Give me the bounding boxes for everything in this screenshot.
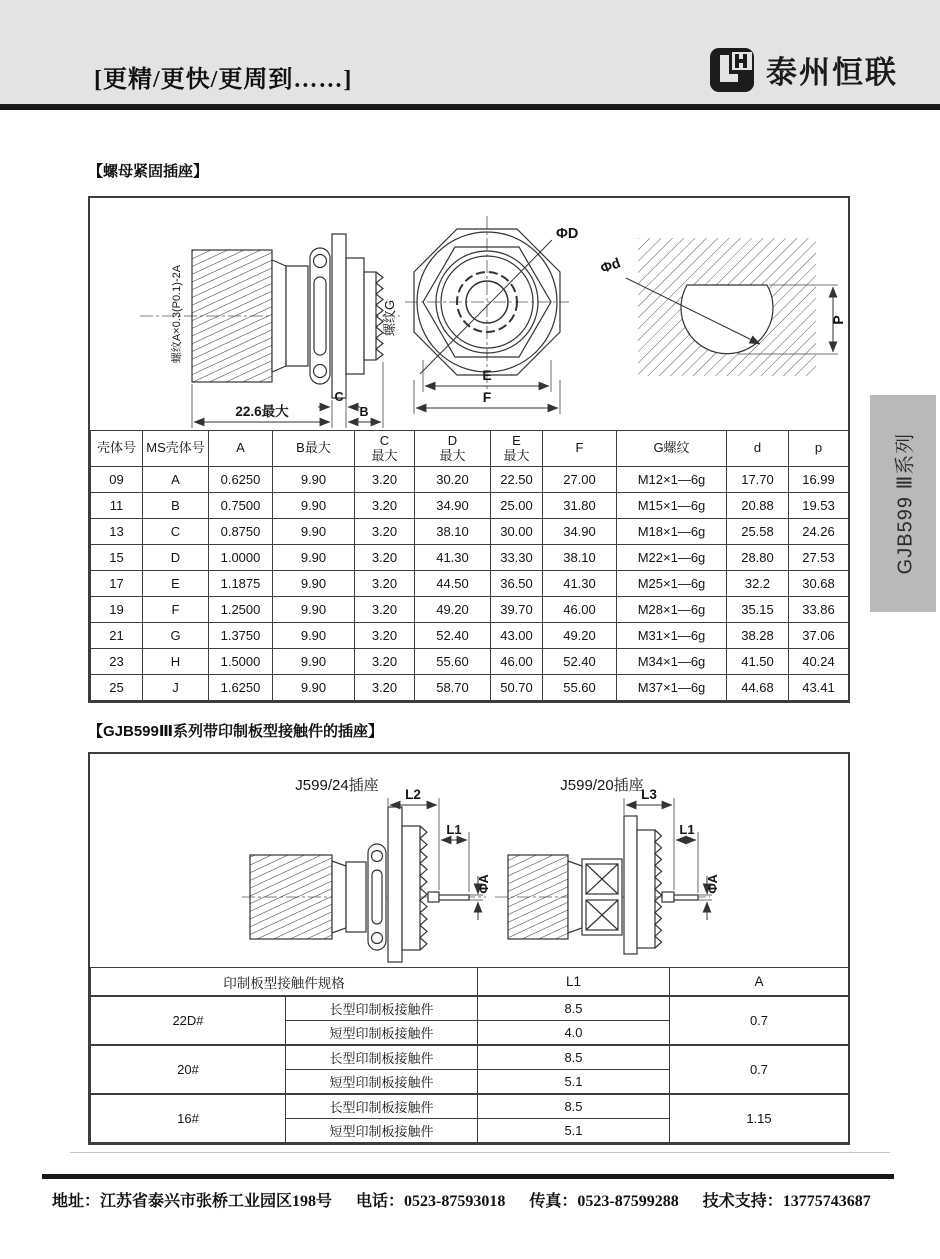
- table-row: [91, 996, 849, 1021]
- table-cell: 3.20: [355, 571, 415, 597]
- group-name: 20#: [91, 1045, 286, 1094]
- j599-24-title: J599/24插座: [295, 777, 379, 794]
- brand-name: 泰州恒联: [766, 55, 898, 90]
- table-cell: M31×1—6g: [617, 623, 727, 649]
- table-cell: 3.20: [355, 493, 415, 519]
- table-cell: 49.20: [543, 623, 617, 649]
- table-row: [91, 467, 849, 493]
- table-cell: 31.80: [543, 493, 617, 519]
- side-tab: [870, 395, 936, 612]
- col-header: C 最大: [355, 431, 415, 467]
- table-cell: 3.20: [355, 649, 415, 675]
- shell-table: [90, 430, 849, 701]
- table-cell: 1.5000: [209, 649, 273, 675]
- dim-226-label: 22.6最大: [235, 404, 289, 419]
- table-cell: F: [143, 597, 209, 623]
- table-cell: 30.68: [789, 571, 849, 597]
- table-cell: 33.86: [789, 597, 849, 623]
- table-cell: 38.10: [415, 519, 491, 545]
- table-cell: 3.20: [355, 597, 415, 623]
- table-cell: M18×1—6g: [617, 519, 727, 545]
- col-header: p: [789, 431, 849, 467]
- table-cell: 17: [91, 571, 143, 597]
- tagline: [更精/更快/更周到……]: [94, 67, 353, 93]
- table-cell: 55.60: [415, 649, 491, 675]
- table-cell: 3.20: [355, 467, 415, 493]
- table-cell: 16.99: [789, 467, 849, 493]
- company-logo: [710, 47, 898, 92]
- table-row: [91, 597, 849, 623]
- table-cell: 33.30: [491, 545, 543, 571]
- col-header: L1: [478, 968, 670, 997]
- pcb-contact-box: [88, 752, 850, 1145]
- dim-l1-label-right: L1: [679, 822, 695, 837]
- table-cell: 38.28: [727, 623, 789, 649]
- footer-support: 技术支持：13775743687: [702, 1193, 871, 1210]
- table-cell: 17.70: [727, 467, 789, 493]
- a-value: 0.7: [670, 1045, 849, 1094]
- table-cell: M37×1—6g: [617, 675, 727, 701]
- table-cell: 46.00: [491, 649, 543, 675]
- table-cell: 39.70: [491, 597, 543, 623]
- table-cell: 9.90: [273, 493, 355, 519]
- table-row: [91, 675, 849, 701]
- nut-mount-drawing: [90, 198, 848, 430]
- table-cell: 1.6250: [209, 675, 273, 701]
- col-header: MS壳体号: [143, 431, 209, 467]
- contact-type: 短型印制板接触件: [286, 1021, 478, 1046]
- group-name: 22D#: [91, 996, 286, 1045]
- footer: [52, 1188, 902, 1211]
- table-cell: 0.6250: [209, 467, 273, 493]
- thread-g-label: 螺纹G: [382, 299, 397, 337]
- contact-type: 长型印制板接触件: [286, 996, 478, 1021]
- table-cell: M12×1—6g: [617, 467, 727, 493]
- col-header: 印制板型接触件规格: [91, 968, 478, 997]
- table-row: [91, 1045, 849, 1070]
- table-cell: 40.24: [789, 649, 849, 675]
- table-cell: 25.58: [727, 519, 789, 545]
- table-cell: 25: [91, 675, 143, 701]
- table-cell: M25×1—6g: [617, 571, 727, 597]
- table-cell: 36.50: [491, 571, 543, 597]
- col-header: 壳体号: [91, 431, 143, 467]
- table-cell: 20.88: [727, 493, 789, 519]
- shell-table-body: [91, 467, 849, 701]
- table-cell: 50.70: [491, 675, 543, 701]
- table-cell: 41.30: [415, 545, 491, 571]
- table-cell: 1.1875: [209, 571, 273, 597]
- table-cell: 41.30: [543, 571, 617, 597]
- contact-type: 短型印制板接触件: [286, 1070, 478, 1095]
- table-cell: 9.90: [273, 467, 355, 493]
- table-row: [91, 571, 849, 597]
- thread-a-label: 螺纹A×0.3(P0.1)-2A: [171, 264, 183, 364]
- pcb-table-body: [91, 996, 849, 1143]
- table-cell: 3.20: [355, 519, 415, 545]
- pcb-contact-drawing: [90, 754, 848, 967]
- table-cell: 52.40: [415, 623, 491, 649]
- table-cell: B: [143, 493, 209, 519]
- table-cell: 23: [91, 649, 143, 675]
- table-cell: 34.90: [543, 519, 617, 545]
- table-cell: 3.20: [355, 675, 415, 701]
- table-cell: 11: [91, 493, 143, 519]
- table-cell: 27.00: [543, 467, 617, 493]
- col-header: D 最大: [415, 431, 491, 467]
- dim-l2-label: L2: [405, 787, 421, 802]
- contact-type: 长型印制板接触件: [286, 1094, 478, 1119]
- table-cell: C: [143, 519, 209, 545]
- table-cell: 44.68: [727, 675, 789, 701]
- side-tab-label: GJB599 Ⅲ系列: [894, 432, 917, 575]
- col-header: B最大: [273, 431, 355, 467]
- table-cell: G: [143, 623, 209, 649]
- dim-l3-label: L3: [641, 787, 657, 802]
- table-cell: 19: [91, 597, 143, 623]
- col-header: F: [543, 431, 617, 467]
- table-cell: 30.00: [491, 519, 543, 545]
- dim-phid-label: Φd: [598, 254, 623, 277]
- table-cell: 43.41: [789, 675, 849, 701]
- dim-e-label: E: [482, 367, 492, 383]
- table-cell: 9.90: [273, 649, 355, 675]
- table-cell: 37.06: [789, 623, 849, 649]
- table-cell: 0.8750: [209, 519, 273, 545]
- table-cell: 30.20: [415, 467, 491, 493]
- pcb-table: [90, 967, 849, 1143]
- table-cell: 15: [91, 545, 143, 571]
- l1-value: 8.5: [478, 1045, 670, 1070]
- table-cell: 0.7500: [209, 493, 273, 519]
- contact-type: 短型印制板接触件: [286, 1119, 478, 1143]
- footer-phone: 电话：0523-87593018: [356, 1193, 506, 1210]
- table-row: [91, 493, 849, 519]
- dim-c-label: C: [334, 390, 344, 404]
- table-cell: 52.40: [543, 649, 617, 675]
- col-header: A: [209, 431, 273, 467]
- shell-table-header: [91, 431, 849, 467]
- section1-title: 【螺母紧固插座】: [88, 163, 209, 180]
- table-cell: 9.90: [273, 519, 355, 545]
- table-cell: 55.60: [543, 675, 617, 701]
- dim-phiA-label-right: ΦA: [706, 874, 720, 894]
- footer-rule: [42, 1174, 894, 1179]
- l1-value: 5.1: [478, 1070, 670, 1095]
- pcb-table-header: [91, 968, 849, 997]
- l1-value: 8.5: [478, 996, 670, 1021]
- table-row: [91, 649, 849, 675]
- dim-l1-label-left: L1: [446, 822, 462, 837]
- table-cell: A: [143, 467, 209, 493]
- table-cell: M34×1—6g: [617, 649, 727, 675]
- table-cell: 13: [91, 519, 143, 545]
- group-name: 16#: [91, 1094, 286, 1143]
- table-cell: 3.20: [355, 623, 415, 649]
- l1-value: 4.0: [478, 1021, 670, 1046]
- l1-value: 5.1: [478, 1119, 670, 1143]
- dim-f-label: F: [482, 389, 492, 405]
- table-cell: 28.80: [727, 545, 789, 571]
- table-row: [91, 545, 849, 571]
- table-cell: 9.90: [273, 597, 355, 623]
- col-header: G螺纹: [617, 431, 727, 467]
- footer-address: 地址：江苏省泰兴市张桥工业园区198号: [52, 1193, 333, 1210]
- dim-b-label: B: [359, 405, 369, 419]
- table-cell: M22×1—6g: [617, 545, 727, 571]
- table-cell: 9.90: [273, 623, 355, 649]
- a-value: 1.15: [670, 1094, 849, 1143]
- footer-rule-thin: [70, 1152, 890, 1153]
- table-cell: M15×1—6g: [617, 493, 727, 519]
- table-cell: 19.53: [789, 493, 849, 519]
- contact-type: 长型印制板接触件: [286, 1045, 478, 1070]
- table-row: [91, 1094, 849, 1119]
- table-cell: M28×1—6g: [617, 597, 727, 623]
- table-cell: D: [143, 545, 209, 571]
- header-band: [0, 0, 940, 110]
- table-cell: 46.00: [543, 597, 617, 623]
- table-cell: 44.50: [415, 571, 491, 597]
- table-cell: E: [143, 571, 209, 597]
- table-cell: H: [143, 649, 209, 675]
- nut-mount-box: [88, 196, 850, 703]
- table-cell: 27.53: [789, 545, 849, 571]
- dim-phiA-label-left: ΦA: [477, 874, 491, 894]
- table-cell: 3.20: [355, 545, 415, 571]
- a-value: 0.7: [670, 996, 849, 1045]
- table-cell: 58.70: [415, 675, 491, 701]
- table-cell: 9.90: [273, 571, 355, 597]
- col-header: A: [670, 968, 849, 997]
- footer-fax: 传真：0523-87599288: [529, 1193, 679, 1210]
- table-cell: 34.90: [415, 493, 491, 519]
- table-cell: 38.10: [543, 545, 617, 571]
- table-row: [91, 623, 849, 649]
- table-cell: J: [143, 675, 209, 701]
- table-cell: 24.26: [789, 519, 849, 545]
- col-header: E 最大: [491, 431, 543, 467]
- dim-p-label: P: [830, 315, 846, 325]
- lh-logo-icon: [710, 48, 756, 92]
- table-cell: 9.90: [273, 675, 355, 701]
- table-cell: 43.00: [491, 623, 543, 649]
- table-cell: 35.15: [727, 597, 789, 623]
- table-cell: 1.0000: [209, 545, 273, 571]
- table-cell: 25.00: [491, 493, 543, 519]
- table-cell: 21: [91, 623, 143, 649]
- table-cell: 32.2: [727, 571, 789, 597]
- col-header: d: [727, 431, 789, 467]
- table-cell: 49.20: [415, 597, 491, 623]
- table-cell: 09: [91, 467, 143, 493]
- table-cell: 1.3750: [209, 623, 273, 649]
- dim-phiD-label: ΦD: [556, 226, 579, 242]
- table-cell: 22.50: [491, 467, 543, 493]
- table-cell: 1.2500: [209, 597, 273, 623]
- l1-value: 8.5: [478, 1094, 670, 1119]
- table-cell: 9.90: [273, 545, 355, 571]
- section2-title: 【GJB599Ⅲ系列带印制板型接触件的插座】: [88, 723, 384, 740]
- table-row: [91, 519, 849, 545]
- j599-20-title: J599/20插座: [560, 777, 644, 794]
- table-cell: 41.50: [727, 649, 789, 675]
